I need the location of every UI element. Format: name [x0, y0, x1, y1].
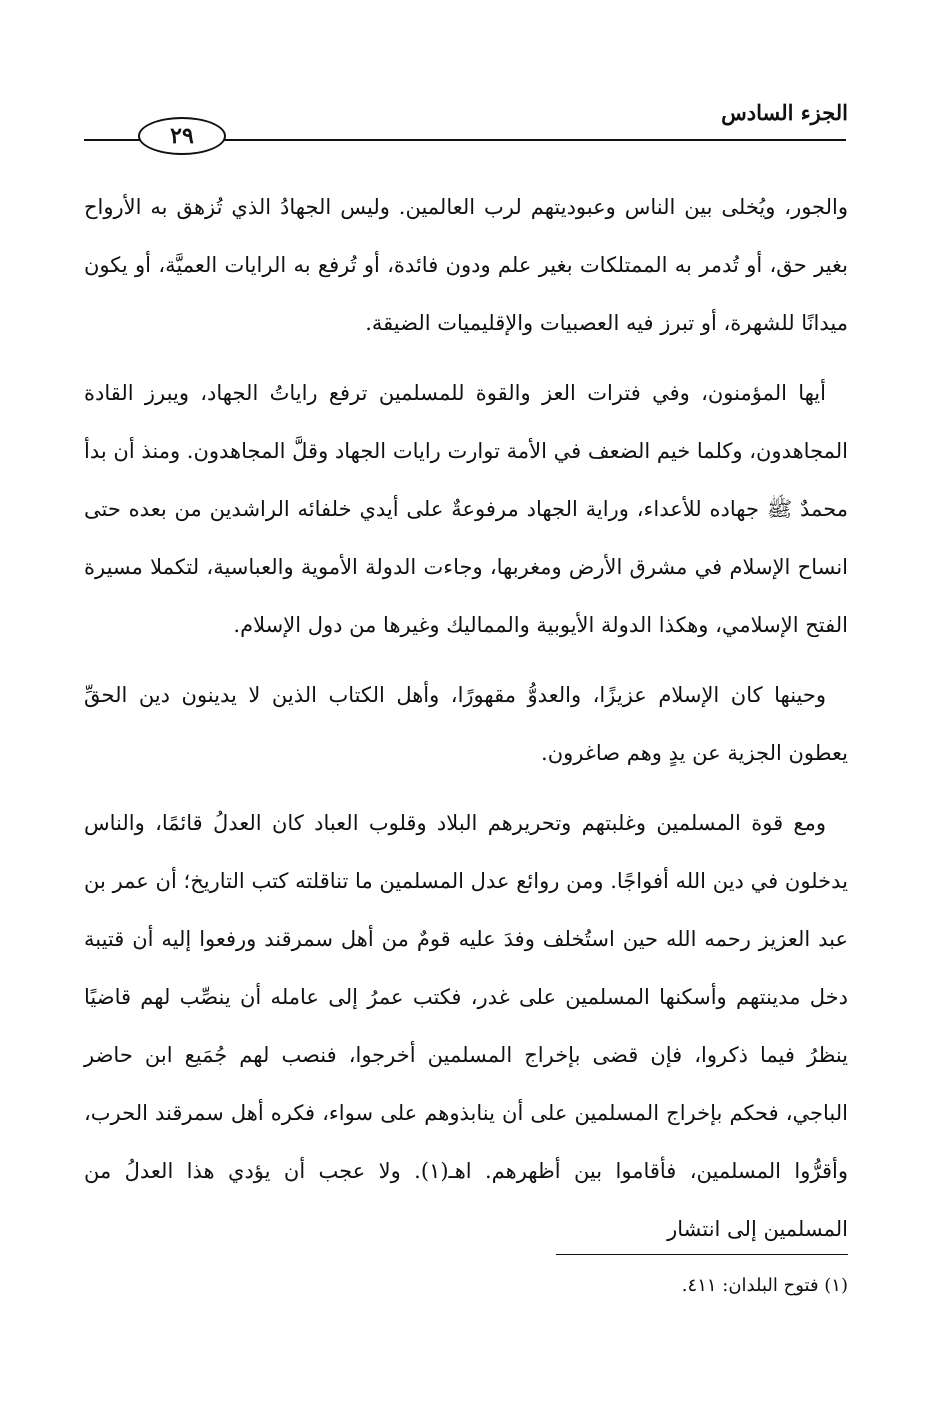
- paragraph-1: [84, 178, 848, 352]
- paragraph-3: [84, 666, 848, 782]
- footnote-rule: [556, 1254, 848, 1255]
- paragraph-4: [84, 794, 848, 1258]
- paragraph-text: وحينها كان الإسلام عزيزًا، والعدوُّ مقهورًا، وأهل الكتاب الذين لا يدينون دين الحقِّ يعطون الجزية عن يدٍ وهم صاغرون.: [84, 683, 848, 765]
- running-header: الجزء السادس: [721, 100, 848, 125]
- paragraph-2: [84, 364, 848, 654]
- page-number: ٢٩: [138, 117, 226, 155]
- paragraph-text: والجور، ويُخلى بين الناس وعبوديتهم لرب العالمين. وليس الجهادُ الذي تُزهق به الأرواح بغير حق، أو تُدمر به الممتلكات بغير علم ودون فائدة، أو تُرفع به الرايات العميَّة، أو يكون ميدانًا للشهرة، أو تبرز فيه العصبيات والإقليميات الضيقة.: [84, 195, 848, 335]
- footnote: (١) فتوح البلدان: ٤١١.: [681, 1275, 848, 1296]
- paragraph-text: أيها المؤمنون، وفي فترات العز والقوة للمسلمين ترفع راياتُ الجهاد، ويبرز القادة المجاهدون، وكلما خيم الضعف في الأمة توارت رايات الجهاد وقلَّ المجاهدون. ومنذ أن بدأ محمدٌ ﷺ جهاده للأعداء، وراية الجهاد مرفوعةٌ على أيدي خلفائه الراشدين من بعده حتى انساح الإسلام في مشرق الأرض ومغربها، وجاءت الدولة الأموية والعباسية، لتكملا مسيرة الفتح الإسلامي، وهكذا الدولة الأيوبية والمماليك وغيرها من دول الإسلام.: [84, 381, 848, 637]
- body-text: [84, 178, 848, 1258]
- paragraph-text: ومع قوة المسلمين وغلبتهم وتحريرهم البلاد وقلوب العباد كان العدلُ قائمًا، والناس يدخلون في دين الله أفواجًا. ومن روائع عدل المسلمين ما تناقلته كتب التاريخ؛ أن عمر بن عبد العزيز رحمه الله حين استُخلف وفدَ عليه قومٌ من أهل سمرقند ورفعوا إليه أن قتيبة دخل مدينتهم وأسكنها المسلمين على غدر، فكتب عمرُ إلى عامله أن ينصِّب لهم قاضيًا ينظرُ فيما ذكروا، فإن قضى بإخراج المسلمين أخرجوا، فنصب لهم جُمَيع ابن حاضر الباجي، فحكم بإخراج المسلمين على أن ينابذوهم على سواء، فكره أهل سمرقند الحرب، وأقرُّوا المسلمين، فأقاموا بين أظهرهم. اهـ(١). ولا عجب أن يؤدي هذا العدلُ من المسلمين إلى انتشار: [84, 811, 848, 1241]
